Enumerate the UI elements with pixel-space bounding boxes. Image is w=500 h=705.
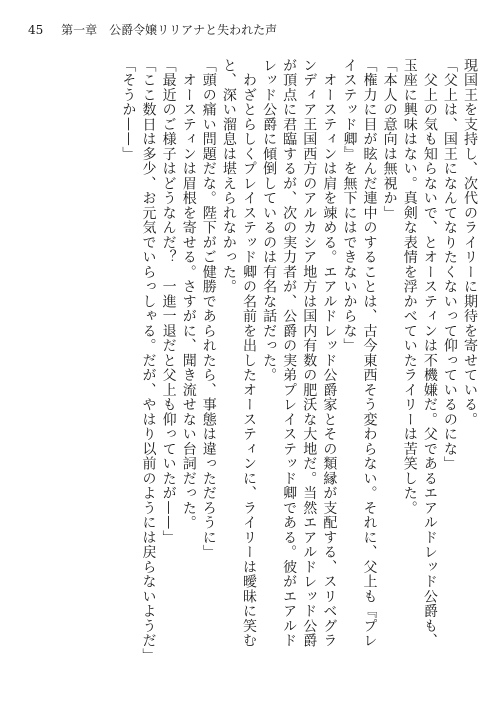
text-line: 「頭の痛い問題だな。陛下がご健勝であられたら、事態は違っただろうに」 [200,58,217,560]
text-line: レッド公爵に傾倒しているのは有名な話だった。 [261,58,278,383]
text-line: 「父上は、国王になんてなりたくないって仰っているのにな」 [441,58,458,471]
page-number: 45 [28,23,44,37]
page-header [28,20,277,40]
text-line: 玉座に興味はない。真剣な表情を浮かべていたライリーは苦笑した。 [401,58,418,516]
text-line: 「そうか——」 [120,58,137,162]
text-line: ンディア王国西方のアルカシア地方は国内有数の肥沃な大地だ。当然エアルドレッド公爵 [301,58,318,648]
text-line: 「権力に目が眩んだ連中のすることは、古今東西そう変わらない。それに、父上も『プレ [361,58,378,648]
text-line: が頂点に君臨するが、次の実力者が、公爵の実弟プレイステッド卿である。彼がエアルド [281,58,298,648]
text-line: と、深い溜息は堪えられなかった。 [220,58,237,294]
text-line: 「本人の意向は無視か」 [381,58,398,221]
text-line: わざとらしくプレイステッド卿の名前を出したオースティンに、ライリーは曖昧に笑む [240,58,257,648]
text-line: イステッド卿』を無下にはできないからな」 [341,58,358,353]
text-line: オースティンは眉根を寄せる。さすがに、聞き流せない台詞だった。 [180,58,197,530]
body-text [28,58,480,678]
running-title: 第一章 公爵令嬢リリアナと失われた声 [61,23,278,37]
text-line: 「最近のご様子はどうなんだ？ 一進一退だと父上も仰っていたが——」 [160,58,177,545]
text-line: オースティンは肩を竦める。エアルドレッド公爵家とその類縁が支配する、スリベグラ [321,58,338,648]
text-line: 現国王を支持し、次代のライリーに期待を寄せている。 [462,58,478,427]
text-line: 「ここ数日は多少、お元気でいらっしゃる。だが、やはり以前のようには戻らないようだ」 [140,58,157,663]
text-line: 父上の気も知らないで、とオースティンは不機嫌だ。父であるエアルドレッド公爵も、 [421,58,438,648]
